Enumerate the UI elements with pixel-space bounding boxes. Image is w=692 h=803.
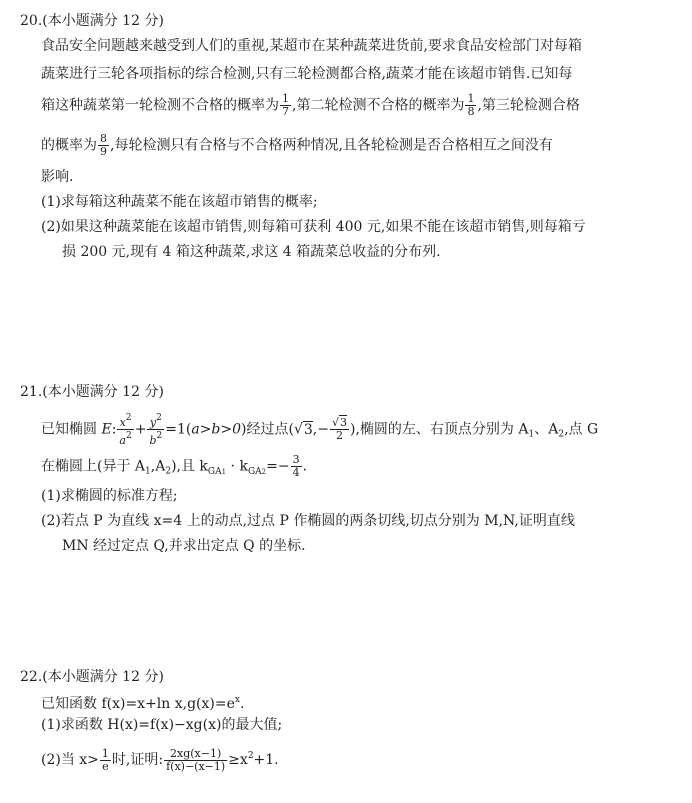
- q21-text: ,A: [150, 458, 166, 475]
- q21-var: E: [101, 421, 112, 438]
- q20-line-2: 蔬菜进行三轮各项指标的综合检测,只有三轮检测都合格,蔬菜才能在该超市销售.已知每: [41, 66, 573, 82]
- frac-den: [117, 430, 133, 447]
- q22-sup: x: [234, 695, 240, 705]
- frac-num: 3: [292, 453, 300, 466]
- q21-sup: 2: [125, 413, 132, 423]
- frac-num: [147, 412, 164, 430]
- sqrt-symbol: √: [293, 421, 303, 438]
- frac-num: [117, 412, 133, 430]
- q22-part-1: (1)求函数 H(x)=f(x)−xg(x)的最大值;: [41, 717, 283, 733]
- frac-den: f(x)−(x−1): [166, 759, 226, 773]
- frac-den: [147, 430, 164, 447]
- q22-text: (2)当 x>: [41, 752, 99, 768]
- frac-num: 8: [100, 132, 107, 145]
- fraction-y2-over-b2: [147, 412, 164, 447]
- q21-text: :: [111, 421, 117, 438]
- q21-sup: 2: [156, 431, 163, 441]
- q21-text: +: [134, 421, 147, 438]
- q21-text: ,点 G: [564, 421, 599, 438]
- q20-line-3-text-c: ,第三轮检测合格: [477, 97, 580, 114]
- q21-text: 、A: [534, 421, 559, 438]
- q21-radicand: 3: [340, 416, 347, 429]
- fraction-one-seventh: [280, 93, 291, 118]
- q20-line-3-text-a: 箱这种蔬菜第一轮检测不合格的概率为: [41, 97, 279, 114]
- q22-text: ≥x: [228, 752, 248, 768]
- fraction-x2-over-a2: [117, 412, 133, 447]
- q20-line-3: [41, 93, 580, 118]
- frac-num: √3: [331, 416, 347, 429]
- q21-sup: 2: [125, 431, 132, 441]
- q21-sub-sub: 1: [221, 467, 227, 476]
- frac-num: 1: [101, 746, 109, 760]
- fraction-one-over-e: [100, 748, 111, 773]
- q21-part-2a: (2)若点 P 为直线 x=4 上的动点,过点 P 作椭圆的两条切线,切点分别为 M,N,证明直线: [41, 513, 575, 529]
- q20-line-4-text-b: ,每轮检测只有合格与不合格两种情况,且各轮检测是否合格相互之间没有: [110, 137, 553, 154]
- frac-den: 4: [292, 466, 300, 479]
- q21-text: )经过点(: [241, 421, 294, 438]
- frac-den: 2: [335, 429, 343, 442]
- fraction-one-eighth: [465, 93, 476, 118]
- frac-num: 1: [467, 92, 475, 105]
- q21-var: b: [149, 434, 157, 447]
- frac-den: e: [102, 759, 109, 773]
- q21-sub: [248, 467, 266, 477]
- fraction-sqrt3-over-2: [330, 417, 349, 442]
- q22-line-1: [41, 691, 244, 713]
- q21-sup: 2: [156, 413, 162, 423]
- q22-text: 已知函数 f(x)=x+ln x,g(x)=e: [41, 696, 235, 712]
- q21-sub-sub: 2: [261, 467, 267, 476]
- q21-var: a: [119, 434, 126, 447]
- q22-sup: 2: [247, 751, 254, 761]
- q21-text: ,−: [312, 421, 329, 438]
- q20-part-2b: 损 200 元,现有 4 箱这种蔬菜,求这 4 箱蔬菜总收益的分布列.: [62, 244, 441, 260]
- q21-sub: 1: [145, 466, 151, 477]
- q20-part-2a: (2)如果这种蔬菜能在该超市销售,则每箱可获利 400 元,如果不能在该超市销售,则每箱亏: [41, 219, 586, 235]
- q20-part-1: (1)求每箱这种蔬菜不能在该超市销售的概率;: [41, 194, 318, 210]
- q21-sub: 2: [558, 429, 565, 440]
- fraction-inequality-lhs: [164, 748, 227, 773]
- q20-heading: 20.(本小题满分 12 分): [20, 13, 164, 29]
- q20-line-3-text-b: ,第二轮检测不合格的概率为: [292, 97, 465, 114]
- q21-heading: 21.(本小题满分 12 分): [20, 384, 164, 400]
- q21-text: ),且 k: [171, 458, 208, 475]
- q20-line-4-text-a: 的概率为: [41, 137, 97, 154]
- q21-text: 已知椭圆: [41, 421, 102, 438]
- q21-part-2b: MN 经过定点 Q,并求出定点 Q 的坐标.: [62, 538, 306, 554]
- q22-text: 时,证明:: [111, 752, 164, 768]
- q21-line-1: [41, 412, 598, 447]
- fraction-eight-ninths: [98, 133, 109, 158]
- frac-den: 8: [467, 105, 475, 118]
- q21-sub-text: GA: [247, 466, 262, 477]
- frac-num: 1: [282, 92, 289, 105]
- q20-line-5: 影响.: [41, 169, 74, 185]
- q22-part-2: [41, 747, 279, 773]
- q21-part-1: (1)求椭圆的标准方程;: [41, 488, 178, 504]
- q21-var: x: [119, 416, 126, 429]
- q22-text: .: [239, 696, 245, 712]
- q22-text: +1.: [253, 752, 279, 768]
- q21-var: a>b>0: [191, 421, 242, 438]
- frac-den: 9: [100, 145, 107, 158]
- q21-sub: [208, 467, 226, 477]
- fraction-three-quarters: [291, 454, 302, 479]
- q21-sub: 2: [165, 466, 172, 477]
- q21-text: .: [302, 458, 308, 475]
- q21-radicand: 3: [303, 421, 313, 438]
- q21-sub: 1: [528, 429, 535, 440]
- q22-heading: 22.(本小题满分 12 分): [20, 669, 164, 685]
- q21-text: · k: [226, 458, 248, 475]
- q21-var: y: [149, 416, 157, 429]
- frac-num: 2xg(x−1): [164, 748, 227, 761]
- q21-text: =−: [266, 458, 290, 475]
- q21-sub-text: GA: [207, 466, 222, 477]
- frac-den: 7: [282, 105, 289, 118]
- q21-text: =1(: [165, 421, 192, 438]
- q21-text: 在椭圆上(异于 A: [41, 458, 146, 475]
- q21-line-2: [41, 454, 307, 481]
- q21-text: ),椭圆的左、右顶点分别为 A: [350, 421, 529, 438]
- q20-line-4: [41, 133, 553, 158]
- q20-line-1: 食品安全问题越来越受到人们的重视,某超市在某种蔬菜进货前,要求食品安检部门对每箱: [41, 38, 582, 54]
